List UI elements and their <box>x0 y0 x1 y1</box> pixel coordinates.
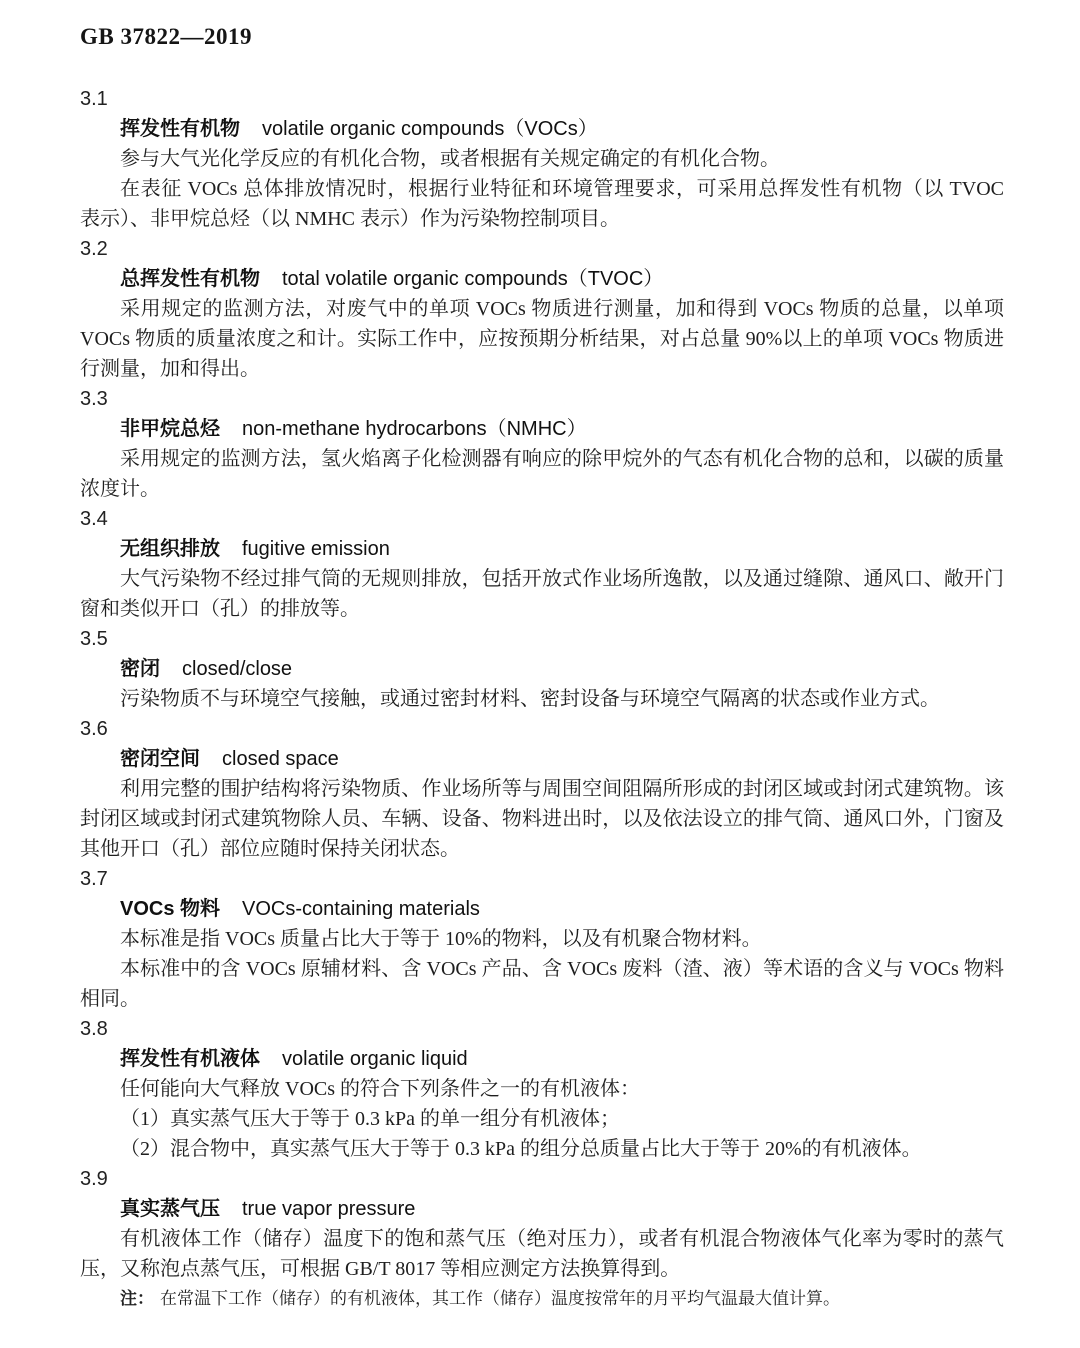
clause-paragraph: （1）真实蒸气压大于等于 0.3 kPa 的单一组分有机液体； <box>120 1108 620 1130</box>
term-en-label: fugitive emission <box>242 538 390 560</box>
clause-number: 3.8 <box>80 1018 108 1040</box>
clause-paragraph: （2）混合物中，真实蒸气压大于等于 0.3 kPa 的组分总质量占比大于等于 20%的有机液体。 <box>120 1138 922 1160</box>
clause-number: 3.5 <box>80 628 108 650</box>
clause-section <box>80 234 1004 384</box>
clause-term-line <box>80 114 1004 144</box>
clause-term-line <box>80 654 1004 684</box>
term-en-label: closed/close <box>182 658 293 680</box>
clause-paragraph: 大气污染物不经过排气筒的无规则排放，包括开放式作业场所逸散，以及通过缝隙、通风口、敞开门窗和类似开口（孔）的排放等。 <box>80 568 1004 620</box>
clause-term-line <box>80 264 1004 294</box>
term-en-label: volatile organic compounds（VOCs） <box>262 118 598 140</box>
clause-paragraph: 采用规定的监测方法，氢火焰离子化检测器有响应的除甲烷外的气态有机化合物的总和，以碳的质量浓度计。 <box>80 448 1004 500</box>
term-en-label: volatile organic liquid <box>282 1048 468 1070</box>
clause-paragraph: 任何能向大气释放 VOCs 的符合下列条件之一的有机液体： <box>120 1078 641 1100</box>
clause-paragraph: 利用完整的围护结构将污染物质、作业场所等与周围空间阻隔所形成的封闭区域或封闭式建筑物。该封闭区域或封闭式建筑物除人员、车辆、设备、物料进出时，以及依法设立的排气筒、通风口外，门窗及其他开口（孔）部位应随时保持关闭状态。 <box>80 778 1004 860</box>
clause-section <box>80 624 1004 714</box>
clause-paragraph: 在表征 VOCs 总体排放情况时，根据行业特征和环境管理要求，可采用总挥发性有机物（以 TVOC 表示）、非甲烷总烃（以 NMHC 表示）作为污染物控制项目。 <box>80 178 1004 230</box>
clause-number: 3.6 <box>80 718 108 740</box>
term-zh-label: 总挥发性有机物 <box>120 268 260 290</box>
term-zh-label: 密闭空间 <box>120 748 200 770</box>
clause-paragraph: 本标准是指 VOCs 质量占比大于等于 10%的物料，以及有机聚合物材料。 <box>120 928 762 950</box>
clause-section <box>80 1014 1004 1164</box>
clause-paragraph: 有机液体工作（储存）温度下的饱和蒸气压（绝对压力），或者有机混合物液体气化率为零时的蒸气压，又称泡点蒸气压，可根据 GB/T 8017 等相应测定方法换算得到。 <box>80 1228 1004 1280</box>
clause-note <box>80 1284 1004 1314</box>
term-en-label: true vapor pressure <box>242 1198 416 1220</box>
clause-term-line <box>80 1194 1004 1224</box>
term-zh-label: 挥发性有机物 <box>120 118 240 140</box>
clause-paragraph: 污染物质不与环境空气接触，或通过密封材料、密封设备与环境空气隔离的状态或作业方式。 <box>120 688 940 710</box>
clause-section <box>80 714 1004 864</box>
clause-section <box>80 384 1004 504</box>
term-zh-label: 密闭 <box>120 658 160 680</box>
clause-paragraph: 本标准中的含 VOCs 原辅材料、含 VOCs 产品、含 VOCs 废料（渣、液）等术语的含义与 VOCs 物料相同。 <box>80 958 1004 1010</box>
clause-section <box>80 504 1004 624</box>
clause-number: 3.4 <box>80 508 108 530</box>
clause-term-line <box>80 414 1004 444</box>
clause-section <box>80 864 1004 1014</box>
clause-number: 3.3 <box>80 388 108 410</box>
note-label: 注： <box>120 1289 154 1308</box>
clause-term-line <box>80 744 1004 774</box>
clause-number: 3.2 <box>80 238 108 260</box>
sections-container <box>80 84 1004 1314</box>
clause-section <box>80 84 1004 234</box>
term-en-label: total volatile organic compounds（TVOC） <box>282 268 664 290</box>
clause-term-line <box>80 534 1004 564</box>
clause-term-line <box>80 894 1004 924</box>
doc-code-header: GB 37822—2019 <box>80 24 252 49</box>
clause-number: 3.9 <box>80 1168 108 1190</box>
clause-paragraph: 参与大气光化学反应的有机化合物，或者根据有关规定确定的有机化合物。 <box>120 148 780 170</box>
clause-paragraph: 采用规定的监测方法，对废气中的单项 VOCs 物质进行测量，加和得到 VOCs 物质的总量，以单项 VOCs 物质的质量浓度之和计。实际工作中，应按预期分析结果，对占总量 90%以上的单项 VOCs 物质进行测量，加和得出。 <box>80 298 1004 380</box>
term-zh-label: 挥发性有机液体 <box>120 1048 260 1070</box>
clause-term-line <box>80 1044 1004 1074</box>
term-zh-label: 非甲烷总烃 <box>120 418 220 440</box>
term-zh-label: 无组织排放 <box>120 538 220 560</box>
term-zh-label: VOCs 物料 <box>120 898 221 920</box>
clause-section <box>80 1164 1004 1314</box>
clause-number: 3.7 <box>80 868 108 890</box>
clause-number: 3.1 <box>80 88 108 110</box>
term-en-label: non-methane hydrocarbons（NMHC） <box>242 418 587 440</box>
term-zh-label: 真实蒸气压 <box>120 1198 220 1220</box>
term-en-label: VOCs-containing materials <box>242 898 480 920</box>
term-en-label: closed space <box>222 748 339 770</box>
note-text: 在常温下工作（储存）的有机液体，其工作（储存）温度按常年的月平均气温最大值计算。 <box>160 1289 840 1308</box>
